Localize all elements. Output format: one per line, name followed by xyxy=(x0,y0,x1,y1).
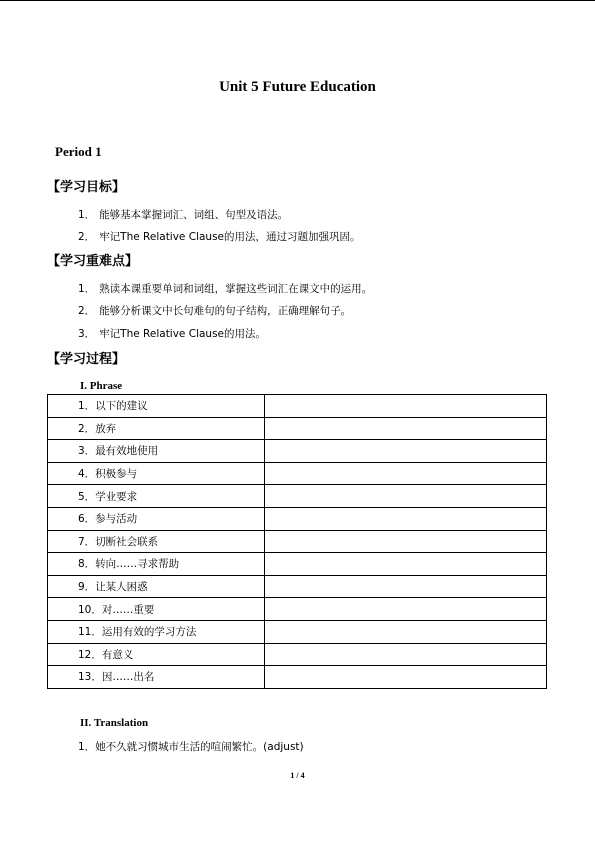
phrase-text: 以下的建议 xyxy=(95,400,148,413)
phrase-text: 积极参与 xyxy=(95,468,138,481)
item-text: 牢记The Relative Clause的用法。 xyxy=(99,328,267,340)
phrase-prompt-cell xyxy=(48,620,265,643)
phrase-text: 运用有效的学习方法 xyxy=(101,626,197,639)
phrase-text: 有意义 xyxy=(101,648,134,661)
phrase-text: 学业要求 xyxy=(95,490,138,503)
phrase-text: 切断社会联系 xyxy=(95,535,159,548)
translation-question xyxy=(78,739,304,754)
objective-item xyxy=(78,207,288,222)
process-heading: 【学习过程】 xyxy=(47,352,126,367)
phrase-prompt-cell xyxy=(48,462,265,485)
item-number: 2． xyxy=(78,305,96,317)
item-number: 12． xyxy=(78,648,102,661)
phrase-answer-cell[interactable] xyxy=(265,530,547,553)
phrase-heading: I. Phrase xyxy=(80,380,123,392)
phrase-row xyxy=(48,462,547,485)
phrase-answer-cell[interactable] xyxy=(265,598,547,621)
phrase-answer-cell[interactable] xyxy=(265,507,547,530)
phrase-answer-cell[interactable] xyxy=(265,620,547,643)
key-points-heading: 【学习重难点】 xyxy=(47,254,139,269)
item-text: 能够分析课文中长句难句的句子结构，正确理解句子。 xyxy=(99,305,352,317)
item-text: 牢记The Relative Clause的用法，通过习题加强巩固。 xyxy=(99,231,361,243)
phrase-table xyxy=(47,394,547,689)
item-number: 11． xyxy=(78,626,102,639)
page-top-border xyxy=(0,0,595,1)
phrase-answer-cell[interactable] xyxy=(265,417,547,440)
phrase-answer-cell[interactable] xyxy=(265,462,547,485)
phrase-table-body xyxy=(48,395,547,689)
phrase-text: 最有效地使用 xyxy=(95,445,159,458)
phrase-row xyxy=(48,620,547,643)
phrase-answer-cell[interactable] xyxy=(265,666,547,689)
key-point-item xyxy=(78,303,351,318)
phrase-answer-cell[interactable] xyxy=(265,395,547,418)
item-text: 她不久就习惯城市生活的喧闹繁忙。(adjust) xyxy=(95,741,304,753)
item-number: 2． xyxy=(78,422,96,435)
phrase-row xyxy=(48,530,547,553)
phrase-text: 因……出名 xyxy=(101,671,155,684)
item-number: 5． xyxy=(78,490,96,503)
item-number: 3． xyxy=(78,445,96,458)
phrase-row xyxy=(48,575,547,598)
phrase-row xyxy=(48,598,547,621)
item-number: 4． xyxy=(78,468,96,481)
objectives-heading: 【学习目标】 xyxy=(47,180,126,195)
phrase-prompt-cell xyxy=(48,598,265,621)
translation-heading: II. Translation xyxy=(80,717,149,729)
page-number: 1 / 4 xyxy=(290,771,305,780)
phrase-text: 转向……寻求帮助 xyxy=(95,558,180,571)
item-number: 1． xyxy=(78,283,96,295)
phrase-prompt-cell xyxy=(48,530,265,553)
key-point-item xyxy=(78,281,372,296)
period-label: Period 1 xyxy=(55,144,102,159)
phrase-prompt-cell xyxy=(48,575,265,598)
phrase-text: 放弃 xyxy=(95,422,117,435)
item-number: 9． xyxy=(78,581,96,594)
phrase-answer-cell[interactable] xyxy=(265,643,547,666)
item-number: 7． xyxy=(78,535,96,548)
phrase-row xyxy=(48,440,547,463)
item-number: 10． xyxy=(78,603,102,616)
phrase-row xyxy=(48,553,547,576)
phrase-row xyxy=(48,666,547,689)
phrase-answer-cell[interactable] xyxy=(265,440,547,463)
phrase-row xyxy=(48,485,547,508)
phrase-prompt-cell xyxy=(48,666,265,689)
phrase-answer-cell[interactable] xyxy=(265,575,547,598)
phrase-prompt-cell xyxy=(48,440,265,463)
document-title: Unit 5 Future Education xyxy=(219,79,376,95)
phrase-prompt-cell xyxy=(48,507,265,530)
objective-item xyxy=(78,229,361,244)
phrase-answer-cell[interactable] xyxy=(265,485,547,508)
item-number: 1． xyxy=(78,209,96,221)
item-number: 3． xyxy=(78,328,96,340)
phrase-answer-cell[interactable] xyxy=(265,553,547,576)
item-text: 熟读本课重要单词和词组，掌握这些词汇在课文中的运用。 xyxy=(99,283,373,295)
item-number: 8． xyxy=(78,558,96,571)
phrase-row xyxy=(48,395,547,418)
item-number: 6． xyxy=(78,513,96,526)
key-point-item xyxy=(78,326,266,341)
phrase-prompt-cell xyxy=(48,553,265,576)
item-number: 2． xyxy=(78,231,96,243)
phrase-row xyxy=(48,643,547,666)
item-number: 13． xyxy=(78,671,102,684)
phrase-prompt-cell xyxy=(48,643,265,666)
phrase-prompt-cell xyxy=(48,417,265,440)
phrase-row xyxy=(48,507,547,530)
item-number: 1． xyxy=(78,741,96,753)
item-number: 1． xyxy=(78,400,96,413)
phrase-row xyxy=(48,417,547,440)
phrase-text: 参与活动 xyxy=(95,513,138,526)
item-text: 能够基本掌握词汇、词组、句型及语法。 xyxy=(99,209,289,221)
phrase-text: 对……重要 xyxy=(101,603,155,616)
phrase-text: 让某人困惑 xyxy=(95,581,148,594)
phrase-prompt-cell xyxy=(48,485,265,508)
phrase-prompt-cell xyxy=(48,395,265,418)
